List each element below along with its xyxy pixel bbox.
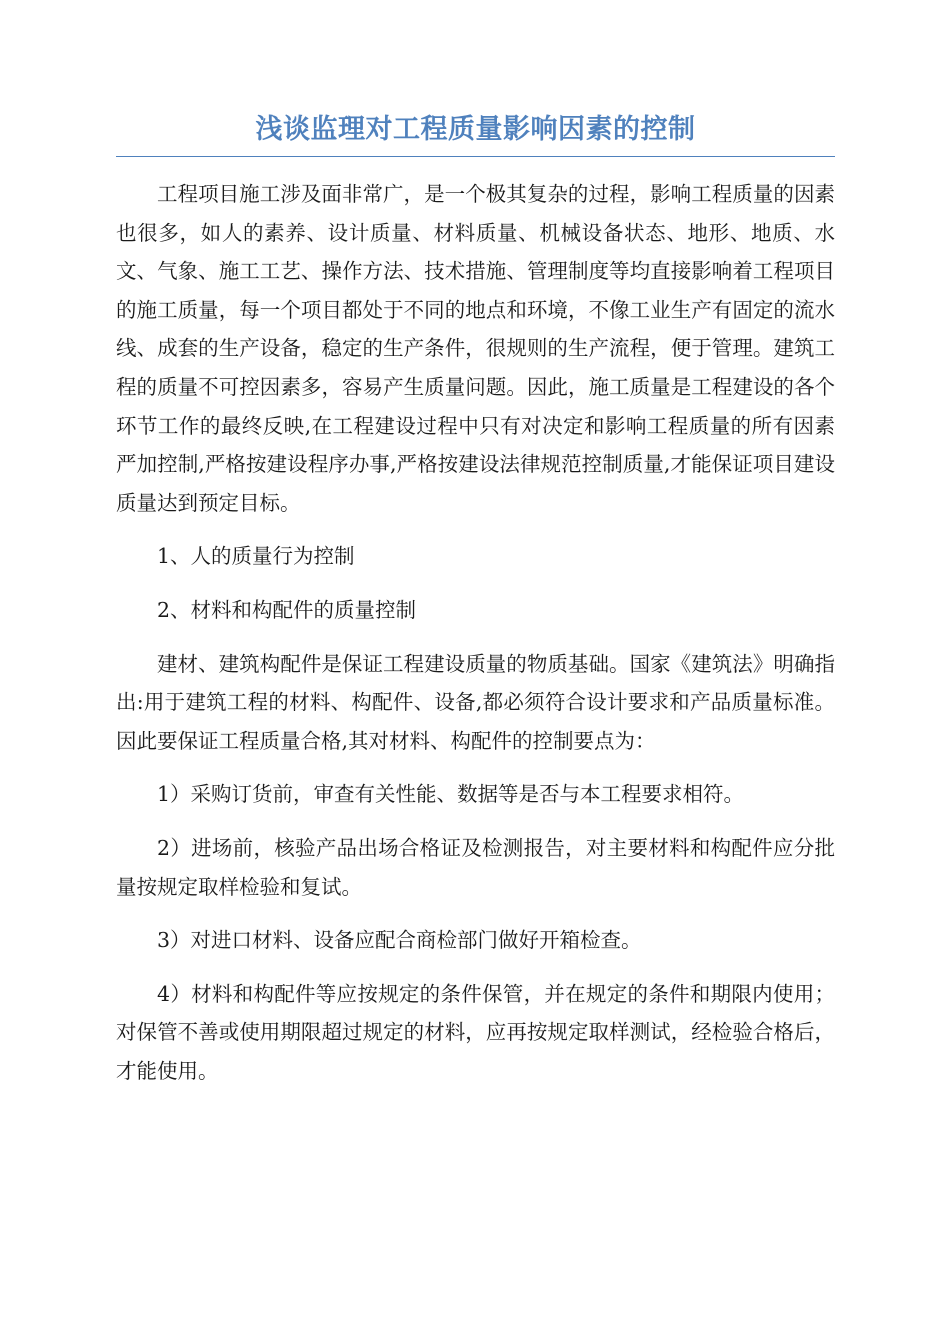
materials-paragraph: 建材、建筑构配件是保证工程建设质量的物质基础。国家《建筑法》明确指出:用于建筑工程的材料、构配件、设备,都必须符合设计要求和产品质量标准。因此要保证工程质量合格,其对材料、构配件的控制要点为： [116, 651, 835, 753]
list-item-2: 2）进场前，核验产品出场合格证及检测报告，对主要材料和构配件应分批量按规定取样检验和复试。 [116, 835, 835, 899]
document-title: 浅谈监理对工程质量影响因素的控制 [116, 110, 835, 157]
document-body [116, 175, 835, 1090]
list-item-3: 3）对进口材料、设备应配合商检部门做好开箱检查。 [157, 928, 642, 953]
intro-paragraph: 工程项目施工涉及面非常广，是一个极其复杂的过程，影响工程质量的因素也很多，如人的素养、设计质量、材料质量、机械设备状态、地形、地质、水文、气象、施工工艺、操作方法、技术措施、管理制度等均直接影响着工程项目的施工质量，每一个项目都处于不同的地点和环境，不像工业生产有固定的流水线、成套的生产设备，稳定的生产条件，很规则的生产流程，便于管理。建筑工程的质量不可控因素多，容易产生质量问题。因此，施工质量是工程建设的各个环节工作的最终反映,在工程建设过程中只有对决定和影响工程质量的所有因素严加控制,严格按建设程序办事,严格按建设法律规范控制质量,才能保证项目建设质量达到预定目标。 [116, 182, 835, 515]
list-item-1: 1）采购订货前，审查有关性能、数据等是否与本工程要求相符。 [157, 782, 745, 807]
list-item-4: 4）材料和构配件等应按规定的条件保管，并在规定的条件和期限内使用；对保管不善或使用期限超过规定的材料，应再按规定取样测试，经检验合格后，才能使用。 [116, 981, 835, 1083]
section-heading-2: 2、材料和构配件的质量控制 [157, 597, 417, 622]
document-page [116, 110, 835, 1105]
section-heading-1: 1、人的质量行为控制 [157, 544, 355, 569]
